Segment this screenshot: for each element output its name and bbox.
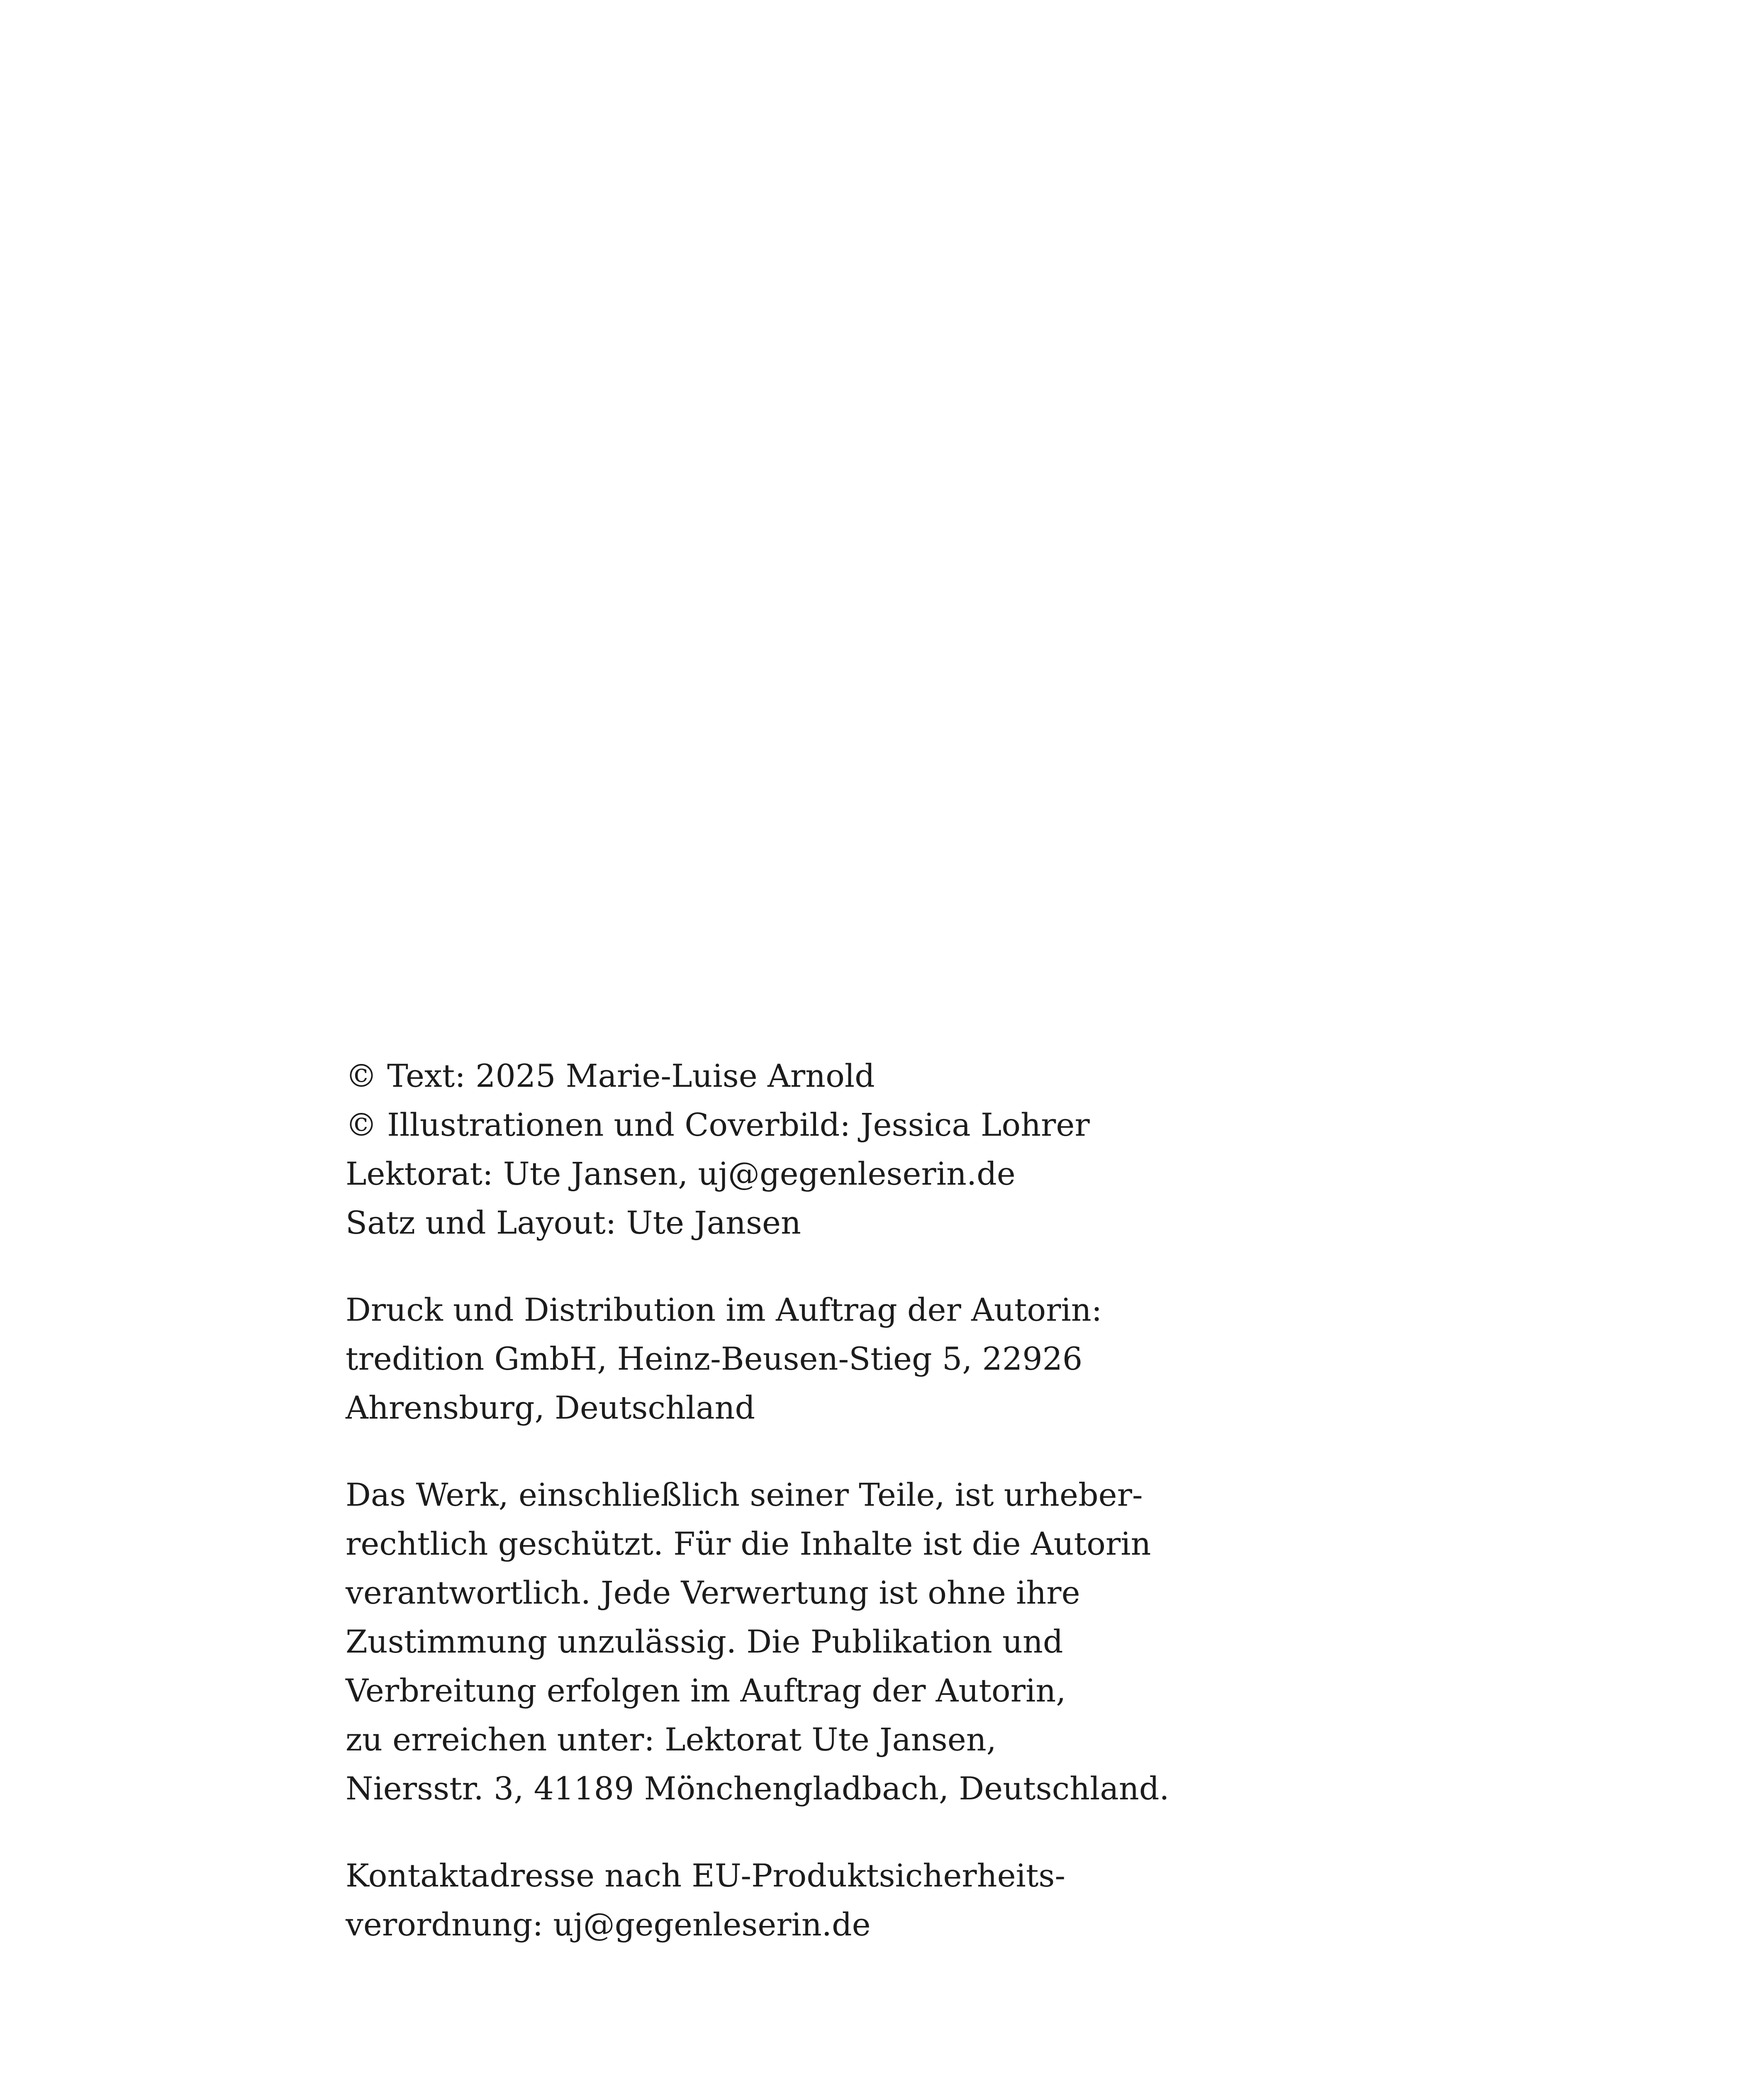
printing-line: Druck und Distribution im Auftrag der Autorin: (346, 1291, 1102, 1328)
imprint-text (346, 1052, 1217, 1987)
copyright-notice-line: rechtlich geschützt. Für die Inhalte ist die Autorin (346, 1525, 1151, 1562)
contact-line: verordnung: uj@gegenleserin.de (346, 1906, 871, 1943)
text-copyright-line: © Text: 2025 Marie-Luise Arnold (346, 1057, 875, 1094)
printing-block (346, 1285, 1217, 1432)
printing-line: Ahrensburg, Deutschland (346, 1389, 755, 1426)
copyright-notice-block (346, 1470, 1217, 1813)
credits-block (346, 1052, 1217, 1247)
contact-block (346, 1851, 1217, 1949)
copyright-notice-line: Zustimmung unzulässig. Die Publikation und (346, 1623, 1063, 1660)
printing-line: tredition GmbH, Heinz-Beusen-Stieg 5, 22926 (346, 1340, 1083, 1377)
editing-credit-line: Lektorat: Ute Jansen, uj@gegenleserin.de (346, 1155, 1016, 1192)
copyright-notice-line: Das Werk, einschließlich seiner Teile, ist urheber- (346, 1476, 1143, 1513)
copyright-notice-line: Verbreitung erfolgen im Auftrag der Autorin, (346, 1672, 1066, 1709)
copyright-notice-line: Niersstr. 3, 41189 Mönchengladbach, Deutschland. (346, 1770, 1170, 1807)
contact-line: Kontaktadresse nach EU-Produktsicherheits- (346, 1857, 1066, 1894)
typesetting-credit-line: Satz und Layout: Ute Jansen (346, 1204, 801, 1241)
copyright-notice-line: zu erreichen unter: Lektorat Ute Jansen, (346, 1721, 997, 1758)
copyright-notice-line: verantwortlich. Jede Verwertung ist ohne ihre (346, 1574, 1080, 1611)
illustration-copyright-line: © Illustrationen und Coverbild: Jessica Lohrer (346, 1106, 1090, 1143)
